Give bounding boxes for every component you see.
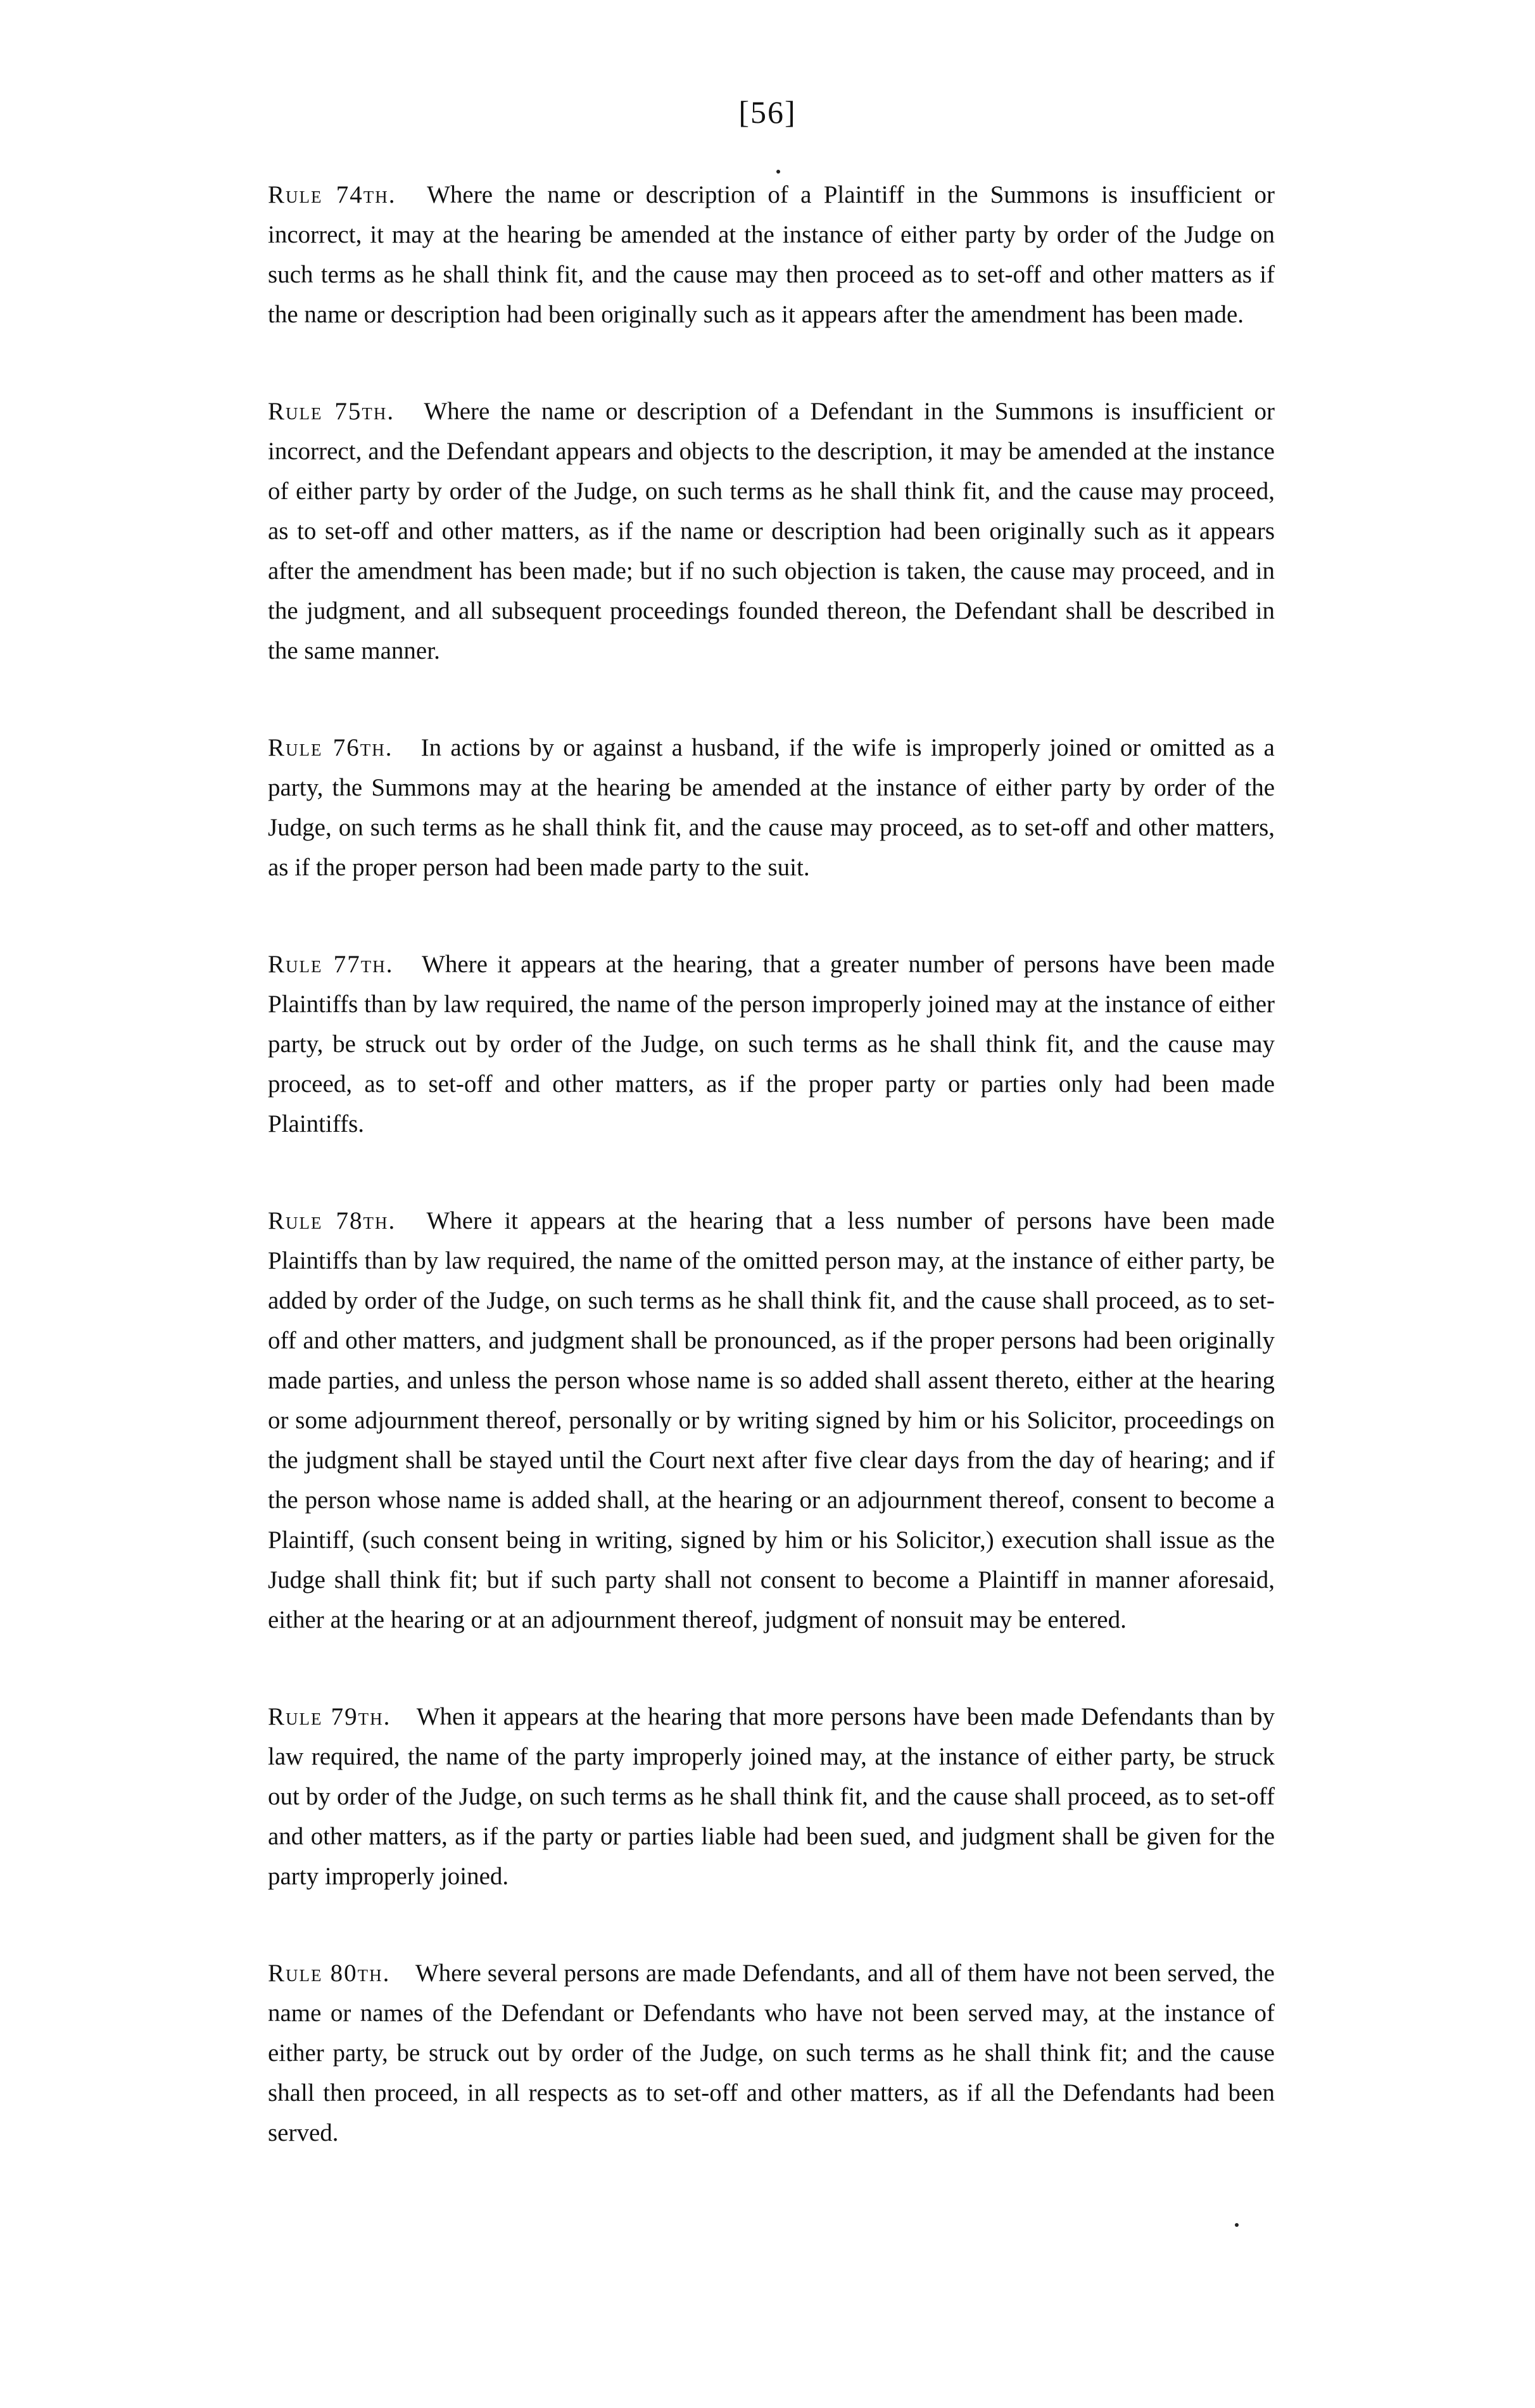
rules-list: [268, 175, 1275, 2210]
rule-text: Where several persons are made Defendants, and all of them have not been served, the name or names of the Defendant or Defendants who have not been served may, at the instance of either party, be struck out by order of the Judge, on such terms as he shall think fit; and the cause shall then proceed, in all respects as to set-off and other matters, as if all the Defendants had been served.: [268, 1960, 1275, 2146]
rule-text: Where it appears at the hearing, that a greater number of persons have been made Plaintiffs than by law required, the name of the person improperly joined may at the instance of either party, be struck out by order of the Judge, on such terms as he shall think fit, and the cause may proceed, as to set-off and other matters, as if the proper party or parties only had been made Plaintiffs.: [268, 951, 1275, 1137]
rule-75: [268, 391, 1275, 671]
rule-80: [268, 1953, 1275, 2153]
rule-heading: Rule 76th.: [268, 734, 393, 761]
rule-76: [268, 728, 1275, 887]
rule-heading: Rule 75th.: [268, 398, 395, 425]
rule-heading: Rule 80th.: [268, 1960, 391, 1987]
rule-text: Where the name or description of a Plaintiff in the Summons is insufficient or incorrect, it may at the hearing be amended at the instance of either party by order of the Judge on such terms as he shall think fit, and the cause may then proceed as to set-off and other matters as if the name or description had been originally such as it appears after the amendment has been made.: [268, 181, 1275, 328]
print-speck: [1235, 2223, 1239, 2227]
rule-74: [268, 175, 1275, 334]
rule-text: In actions by or against a husband, if the wife is improperly joined or omitted as a party, the Summons may at the hearing be amended at the instance of either party by order of the Judge, on such terms as he shall think fit, and the cause may proceed, as to set-off and other matters, as if the proper person had been made party to the suit.: [268, 734, 1275, 881]
rule-heading: Rule 74th.: [268, 181, 396, 208]
rule-heading: Rule 79th.: [268, 1703, 391, 1730]
rule-79: [268, 1697, 1275, 1896]
print-speck: [776, 170, 780, 174]
rule-text: When it appears at the hearing that more persons have been made Defendants than by law required, the name of the party improperly joined may, at the instance of either party, be struck out by order of the Judge, on such terms as he shall think fit, and the cause shall proceed, as to set-off and other matters, as if the party or parties liable had been sued, and judgment shall be given for the party improperly joined.: [268, 1703, 1275, 1890]
rule-77: [268, 944, 1275, 1144]
page-number: [56]: [738, 94, 797, 130]
rule-heading: Rule 77th.: [268, 951, 394, 978]
rule-78: [268, 1201, 1275, 1640]
rule-heading: Rule 78th.: [268, 1207, 396, 1234]
rule-text: Where the name or description of a Defendant in the Summons is insufficient or incorrect, and the Defendant appears and objects to the description, it may be amended at the instance of either party by order of the Judge, on such terms as he shall think fit, and the cause may proceed, as to set-off and other matters, as if the name or description had been originally such as it appears after the amendment has been made; but if no such objection is taken, the cause may proceed, and in the judgment, and all subsequent proceedings founded thereon, the Defendant shall be described in the same manner.: [268, 398, 1275, 664]
rule-text: Where it appears at the hearing that a less number of persons have been made Plaintiffs than by law required, the name of the omitted person may, at the instance of either party, be added by order of the Judge, on such terms as he shall think fit, and the cause shall proceed, as to set-off and other matters, and judgment shall be pronounced, as if the proper persons had been originally made parties, and unless the person whose name is so added shall assent thereto, either at the hearing or some adjournment thereof, personally or by writing signed by him or his Solicitor, proceedings on the judgment shall be stayed until the Court next after five clear days from the day of hearing; and if the person whose name is added shall, at the hearing or an adjournment thereof, consent to become a Plaintiff, (such consent being in writing, signed by him or his Solicitor,) execution shall issue as the Judge shall think fit; but if such party shall not consent to become a Plaintiff in manner aforesaid, either at the hearing or at an adjournment thereof, judgment of nonsuit may be entered.: [268, 1207, 1275, 1633]
